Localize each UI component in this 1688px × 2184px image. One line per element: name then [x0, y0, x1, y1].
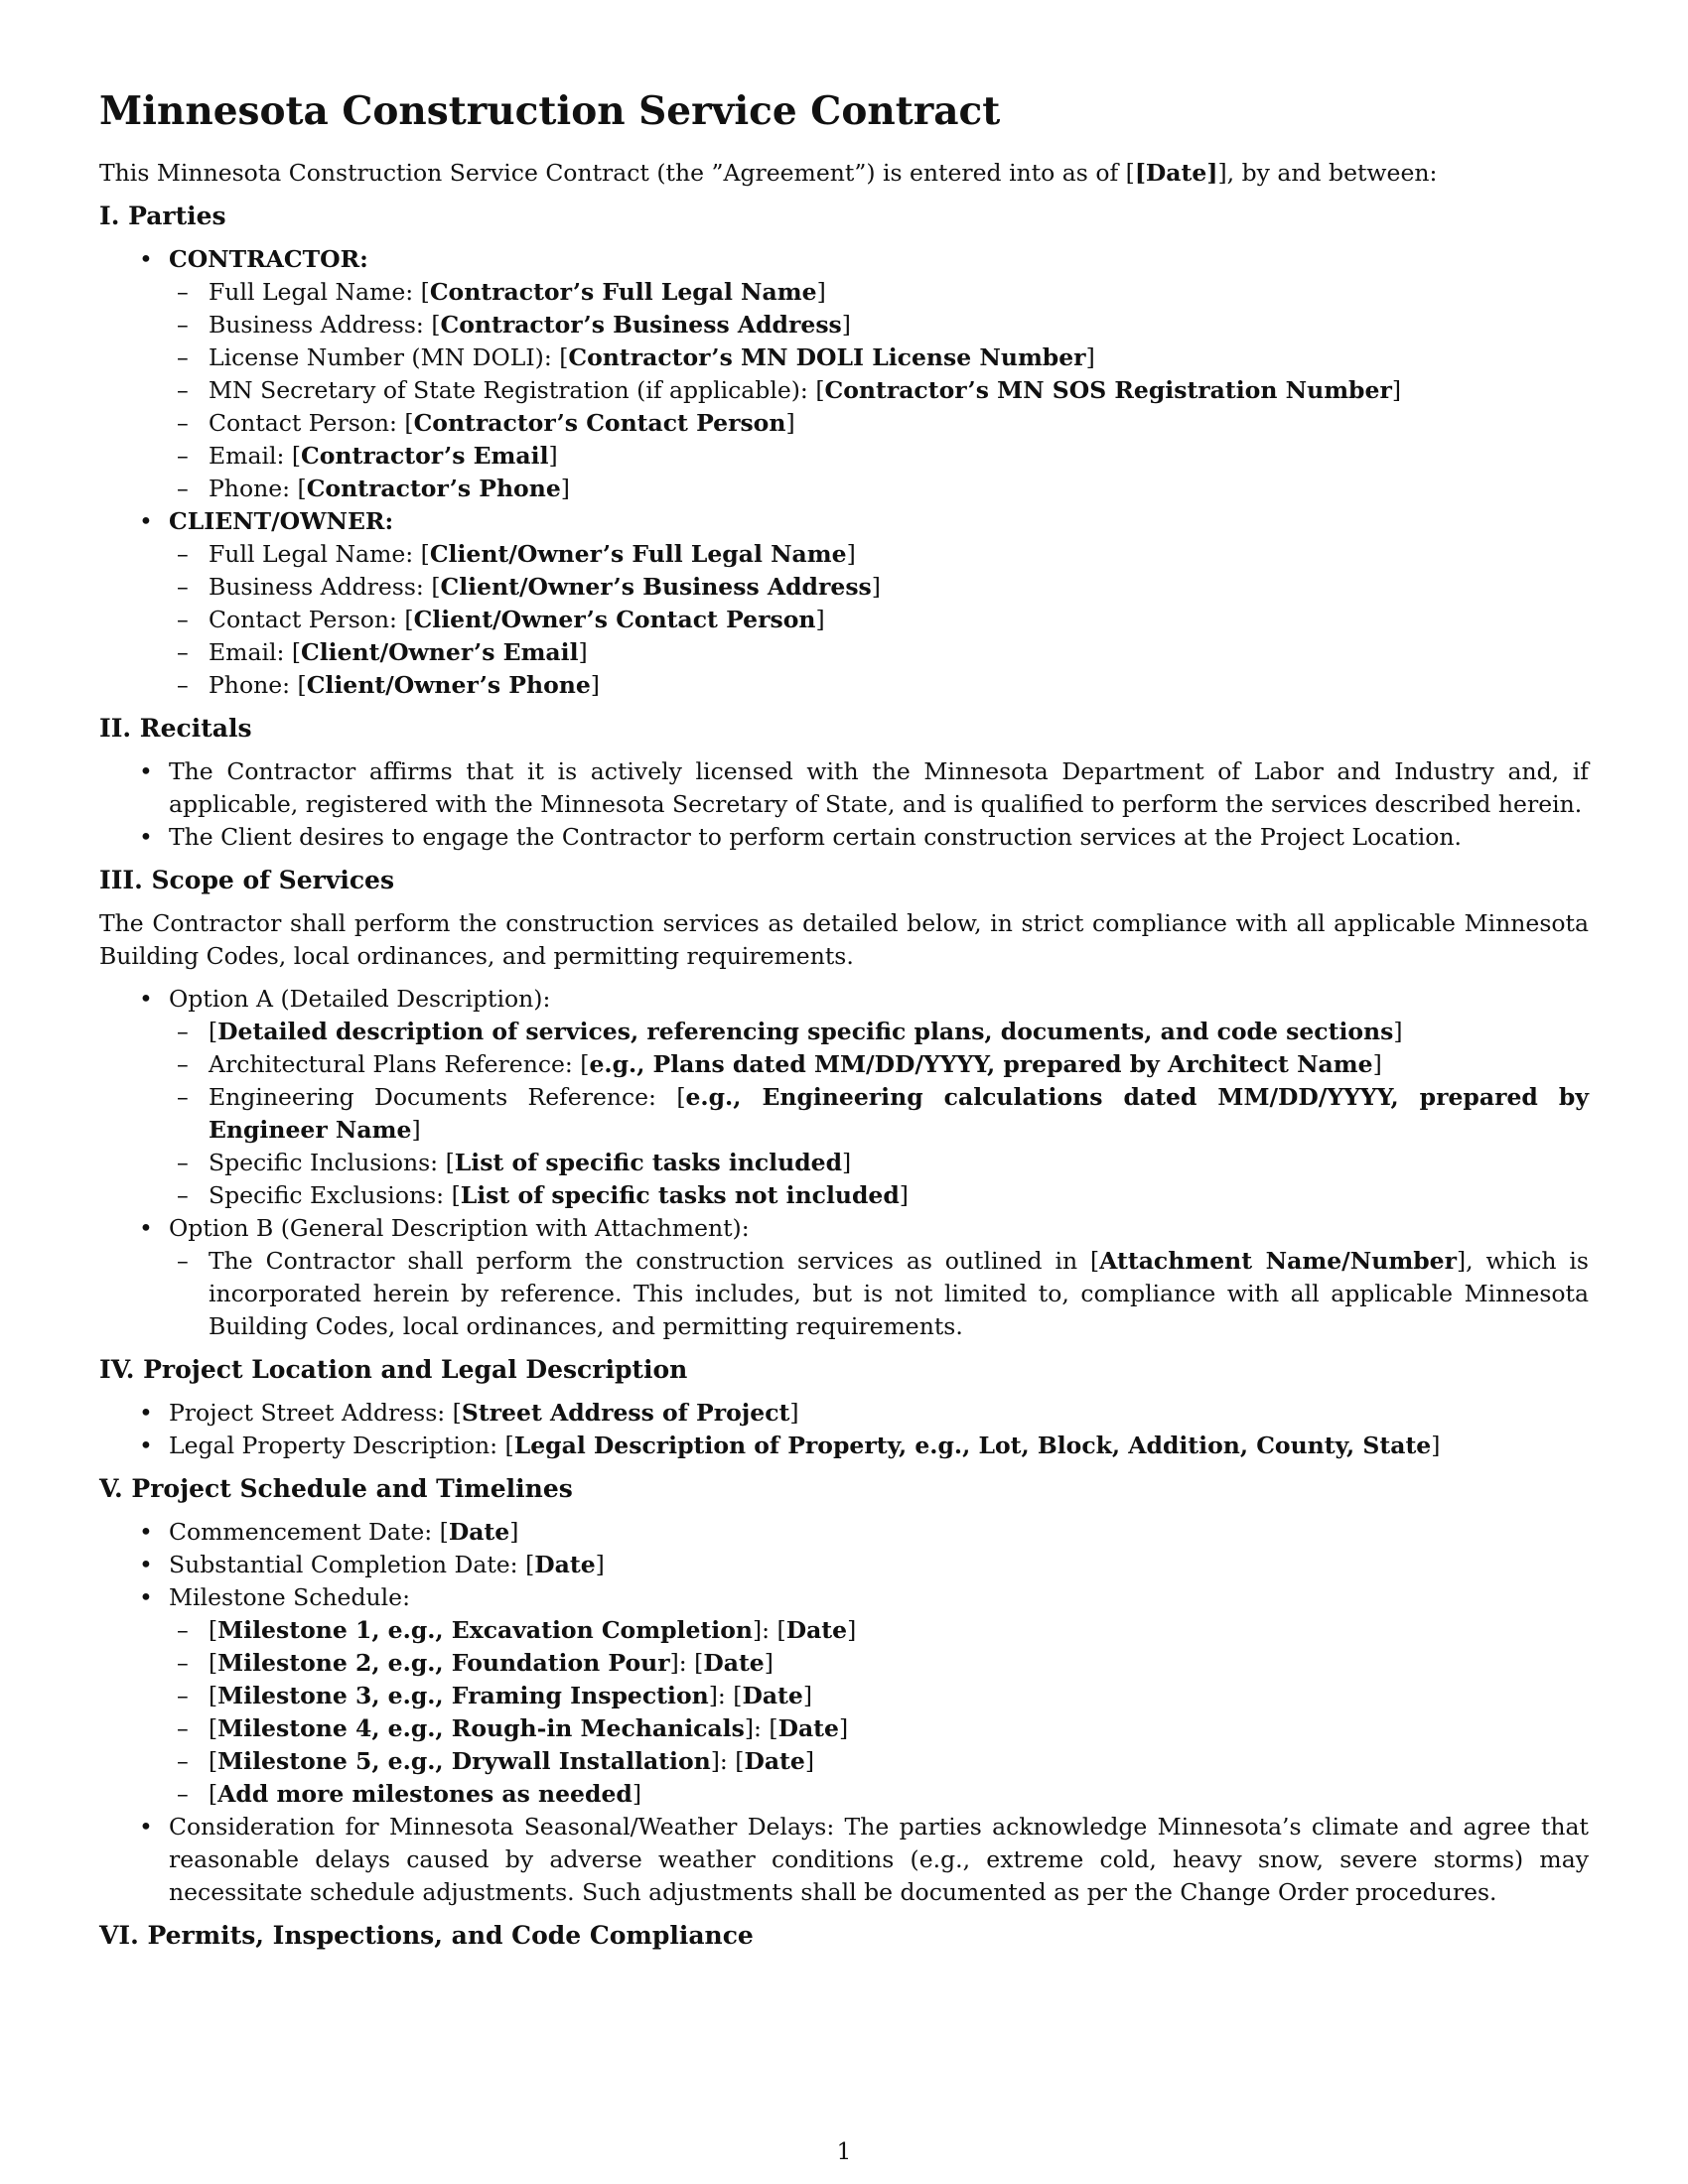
- section-heading-permits: VI. Permits, Inspections, and Code Compliance: [99, 1921, 754, 1950]
- completion-date: • Substantial Completion Date: [Date]: [99, 1549, 1589, 1581]
- client-field: – Email: [Client/Owner’s Email]: [169, 636, 1589, 669]
- contractor-fields: [169, 276, 1589, 505]
- option-a-item: – Specific Exclusions: [List of specific tasks not included]: [169, 1179, 1589, 1212]
- schedule-list: [99, 1516, 1589, 1909]
- contractor-label: CONTRACTOR:: [169, 245, 368, 273]
- contractor-field: – Phone: [Contractor’s Phone]: [169, 473, 1589, 505]
- recitals-list: [99, 755, 1589, 854]
- client-fields: [169, 538, 1589, 702]
- recital-item: • The Contractor affirms that it is actively licensed with the Minnesota Department of Labor and Industry and, if applicable, registered with the Minnesota Secretary of State, and is qualified to perform the services described herein.: [99, 755, 1589, 821]
- contractor-field: – Contact Person: [Contractor’s Contact Person]: [169, 407, 1589, 440]
- option-b-text: – The Contractor shall perform the construction services as outlined in [Attachment Name/Number], which is incorporated herein by reference. This includes, but is not limited to, compliance with all applicable Minnesota Building Codes, local ordinances, and permitting requirements.: [169, 1245, 1589, 1343]
- client-block: [99, 505, 1589, 702]
- scope-intro: The Contractor shall perform the construction services as detailed below, in strict compliance with all applicable Minnesota Building Codes, local ordinances, and permitting requirements.: [99, 909, 1589, 970]
- location-list: [99, 1397, 1589, 1462]
- milestone-item: – [Milestone 1, e.g., Excavation Completion]: [Date]: [169, 1614, 1589, 1647]
- location-item: • Project Street Address: [Street Address of Project]: [99, 1397, 1589, 1430]
- section-heading-schedule: V. Project Schedule and Timelines: [99, 1474, 573, 1503]
- contractor-field: – MN Secretary of State Registration (if applicable): [Contractor’s MN SOS Registration Number]: [169, 374, 1589, 407]
- option-a-reference-items: [169, 1048, 1589, 1212]
- contractor-field: – License Number (MN DOLI): [Contractor’s MN DOLI License Number]: [169, 341, 1589, 374]
- option-b-items: [169, 1245, 1589, 1343]
- client-field: – Full Legal Name: [Client/Owner’s Full Legal Name]: [169, 538, 1589, 571]
- contractor-field: – Business Address: [Contractor’s Business Address]: [169, 309, 1589, 341]
- milestone-item: – [Milestone 4, e.g., Rough-in Mechanicals]: [Date]: [169, 1712, 1589, 1745]
- weather-delays: • Consideration for Minnesota Seasonal/Weather Delays: The parties acknowledge Minnesota’s climate and agree that reasonable delays caused by adverse weather conditions (e.g., extreme cold, heavy snow, severe storms) may necessitate schedule adjustments. Such adjustments shall be documented as per the Change Order procedures.: [99, 1811, 1589, 1909]
- intro-paragraph: This Minnesota Construction Service Contract (the ”Agreement”) is entered into as of [[Date]], by and between:: [99, 159, 1438, 187]
- contractor-block: [99, 243, 1589, 505]
- document-page: [99, 87, 1589, 1963]
- client-field: – Contact Person: [Client/Owner’s Contact Person]: [169, 604, 1589, 636]
- parties-list: [99, 243, 1589, 702]
- milestone-schedule: • Milestone Schedule: – [Milestone 1, e.g., Excavation Completion]: [Date] – [Milestone 2, e.g., Foundation Pour]: [Date] – [Milestone 3, e.g., Framing Inspection]: [Date] – [Milestone 4, e.g., Rough-in Mechanicals]: [Date] – [Milestone 5, e.g., Drywall Installation]: [Date] – [Add more milestones as needed]: [99, 1581, 1589, 1811]
- option-a-items: [169, 1016, 1589, 1048]
- contractor-field: – Email: [Contractor’s Email]: [169, 440, 1589, 473]
- location-item: • Legal Property Description: [Legal Description of Property, e.g., Lot, Block, Addition, County, State]: [99, 1430, 1589, 1462]
- commencement-date: • Commencement Date: [Date]: [99, 1516, 1589, 1549]
- recital-item: • The Client desires to engage the Contractor to perform certain construction services at the Project Location.: [99, 821, 1589, 854]
- milestone-list: [169, 1614, 1589, 1811]
- page-number: 1: [836, 2139, 852, 2165]
- milestone-add-more: – [Add more milestones as needed]: [169, 1778, 1589, 1811]
- milestone-item: – [Milestone 3, e.g., Framing Inspection]: [Date]: [169, 1680, 1589, 1712]
- milestone-item: – [Milestone 5, e.g., Drywall Installation]: [Date]: [169, 1745, 1589, 1778]
- client-field: – Business Address: [Client/Owner’s Business Address]: [169, 571, 1589, 604]
- section-heading-scope: III. Scope of Services: [99, 866, 395, 894]
- option-a-item: – Architectural Plans Reference: [e.g., Plans dated MM/DD/YYYY, prepared by Architect Name]: [169, 1048, 1589, 1081]
- client-field: – Phone: [Client/Owner’s Phone]: [169, 669, 1589, 702]
- option-a-detail: – [Detailed description of services, referencing specific plans, documents, and code sections]: [169, 1016, 1589, 1048]
- option-a: • Option A (Detailed Description): – [Detailed description of services, referencing specific plans, documents, and code sections] – Architectural Plans Reference: [e.g., Plans dated MM/DD/YYYY, prepared by Architect Name] – Engineering Documents Reference: [e.g., Engineering calculations dated MM/DD/YYYY, prepared by Engineer Name] – Specific Inclusions: [List of specific tasks included] – Specific Exclusions: [List of specific tasks not included]: [99, 983, 1589, 1212]
- document-title: Minnesota Construction Service Contract: [99, 88, 1001, 134]
- section-heading-parties: I. Parties: [99, 202, 226, 230]
- section-heading-location: IV. Project Location and Legal Description: [99, 1355, 688, 1384]
- contractor-field: – Full Legal Name: [Contractor’s Full Legal Name]: [169, 276, 1589, 309]
- client-label: CLIENT/OWNER:: [169, 507, 394, 535]
- option-b: • Option B (General Description with Attachment): – The Contractor shall perform the construction services as outlined in [Attachment Name/Number], which is incorporated herein by reference. This includes, but is not limited to, compliance with all applicable Minnesota Building Codes, local ordinances, and permitting requirements.: [99, 1212, 1589, 1343]
- option-a-item: – Engineering Documents Reference: [e.g., Engineering calculations dated MM/DD/YYYY, prepared by Engineer Name]: [169, 1081, 1589, 1147]
- option-a-item: – Specific Inclusions: [List of specific tasks included]: [169, 1147, 1589, 1179]
- scope-options: [99, 983, 1589, 1343]
- section-heading-recitals: II. Recitals: [99, 714, 252, 743]
- milestone-item: – [Milestone 2, e.g., Foundation Pour]: [Date]: [169, 1647, 1589, 1680]
